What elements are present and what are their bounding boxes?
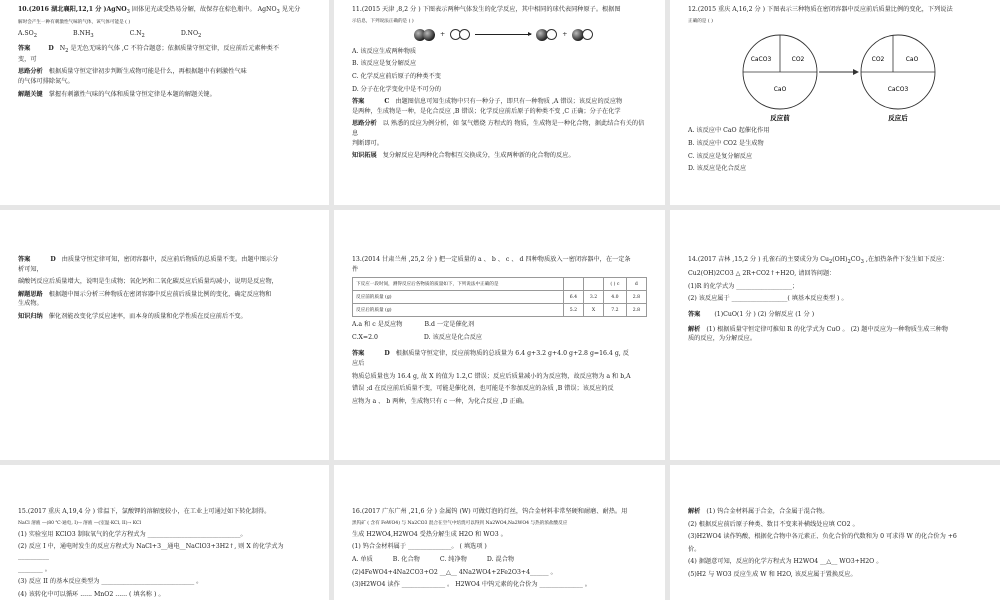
reaction-arrow-icon bbox=[475, 34, 531, 35]
analysis-line-1: 解析 (1) 钨合金材料属于合金，合金属于混合物。 bbox=[688, 508, 829, 515]
molecule-reaction-diagram bbox=[414, 29, 647, 41]
answer-line-4: 错误 ;d 在反应前后质量不变，可能是催化剂，也可能是不参加反应的杂质 ,B 错误；该反应的反 bbox=[352, 385, 614, 393]
pie-before-cao-label: CaO bbox=[773, 85, 787, 93]
option-c: C.X=2.0 bbox=[352, 333, 378, 341]
q12-option-b: B. 该反应中 CO2 是生成物 bbox=[688, 139, 764, 147]
q15-flow: NaCl 溶液 —(80 ℃·通电, I)→ 溶液 —(室温·KCl, II)→ KCl bbox=[18, 520, 142, 526]
answer-block: 答案 D 根据质量守恒定律，反应前物质的总质量为 6.4 g+3.2 g+4.0 g+2.8 g=16.4 g, 反 应后 bbox=[352, 350, 629, 368]
option-a: A.a 和 c 是反应物 bbox=[352, 321, 403, 329]
answer-line-5: 应物为 a 、 b 两种，生成物只有 c 一种，为化合反应 ,D 正确。 bbox=[352, 397, 529, 405]
pie-after-cao-label: CaO bbox=[905, 55, 919, 63]
idea-label: 思路分析 bbox=[18, 68, 43, 76]
q16-part-3: (3)H2WO4 读作 ______________ 。 H2WO4 中钨元素的化合价为 ______________ 。 bbox=[352, 581, 591, 589]
q16-part-2: (2)4FeWO4+4Na2CO3+O2 __△__ 4Na2WO4+2Fe2O3+4______ 。 bbox=[352, 568, 557, 576]
table-row: 反应后的质量 (g) 5.2 X 7.2 2.8 bbox=[353, 304, 647, 317]
page-panel-q10 bbox=[0, 0, 329, 205]
option-b: B.d 一定是催化剂 bbox=[424, 321, 475, 329]
answer-letter: D bbox=[384, 350, 390, 358]
answer-block: 答案 D $N_2$ 是无色无味的气体 ,C 不符合题意；依据质量守恒定律，反应前后元素种类不 变，可 bbox=[18, 44, 280, 63]
analysis-block: 解析 (1) 根据质量守恒定律可推知 R 的化学式为 CuO 。 (2) 题中反应为一种物质生成三种物 质的反应，为分解反应。 bbox=[688, 325, 948, 343]
answer-label: 答案 bbox=[352, 350, 365, 358]
option-d: D. 混合物 bbox=[486, 555, 515, 563]
q11-subtext: 示信息，下列说法正确的是 ( ) bbox=[352, 18, 414, 24]
q12-option-a: A. 该反应中 CaO 起催化作用 bbox=[688, 127, 770, 135]
idea-block: 思路分析 根据质量守恒定律初步判断生成物可能是什么，再根据题中有刺激性气味 的气体可排除氮气。 bbox=[18, 68, 247, 86]
option-c: $C.N_2$ bbox=[129, 30, 145, 40]
answer-label: 答案 bbox=[18, 256, 31, 263]
q15-part-4: (4) 该转化中可以循环 ...... MnO2 ...... ( 填名称 ) 。 bbox=[18, 590, 165, 598]
q12-option-c: C. 该反应是复分解反应 bbox=[688, 152, 753, 160]
answer-label: 答案 bbox=[18, 44, 31, 52]
table-row: 反应前的质量 (g) 6.4 3.2 4.0 2.8 bbox=[353, 291, 647, 304]
q12-subtext: 正确的是 ( ) bbox=[688, 18, 713, 24]
answer-block: 答案 D 由质量守恒定律可知，密闭容器中，反应前后物质的总质量不变。由题中图示分 析可知， bbox=[18, 256, 279, 273]
q14-equation: Cu2(OH)2CO3 △ 2R+CO2↑+H2O, 请回答问题： bbox=[688, 270, 836, 278]
option-c: C. 纯净物 bbox=[439, 555, 467, 563]
q12-header: 12.(2015 重庆 A,16,2 分 ) 下图表示三种物质在密闭容器中反应前后质量比例的变化，下列说法 bbox=[688, 6, 953, 13]
q10-header: 10.(2016 湖北襄阳,12,1 分 )AgNO$_3$ 固体见光或受热易分解，故保存在棕色瓶中。 AgNO$_3$ 见光分 bbox=[18, 6, 301, 16]
page-panel-q15 bbox=[0, 465, 329, 600]
table-header-row: 下反应一段时间，测得反应后各物质的质量如下，下列说法中正确的是 ( ) c d bbox=[353, 278, 647, 291]
q11-option-b: B. 该反应是复分解反应 bbox=[352, 60, 417, 68]
idea-block: 思路分析 以 熟悉的反应为例分析，如 氢气燃烧 方程式的 物质，生成物是一种化合物，据此结合有关的信息 判断即可。 bbox=[352, 120, 645, 147]
pie-before-after-diagram bbox=[688, 28, 982, 123]
q13-options-row-2 bbox=[352, 333, 647, 343]
page-panel-q16 bbox=[334, 465, 665, 600]
analysis-label: 解析 bbox=[688, 325, 701, 333]
page-panel-q16-analysis bbox=[670, 465, 1000, 600]
molecule-dark-pair-icon bbox=[414, 29, 435, 41]
pie-after-caco3-label: CaCO3 bbox=[887, 85, 909, 93]
pie-before-caco3-label: CaCO3 bbox=[750, 55, 772, 63]
answer-letter: D bbox=[50, 256, 56, 263]
after-caption: 反应后 bbox=[888, 113, 908, 122]
key-label: 解题关键 bbox=[18, 90, 43, 98]
plus-sign-2: + bbox=[562, 30, 568, 38]
option-b: B. 化合物 bbox=[392, 555, 420, 563]
option-a: A. 单质 bbox=[352, 555, 373, 563]
q11-header: 11.(2015 天津 ,8,2 分 ) 下图表示两种气体发生的化学反应，其中相同的球代表同种原子。根据图 bbox=[352, 6, 621, 13]
molecule-light-pair-icon bbox=[450, 29, 470, 40]
plus-sign: + bbox=[440, 30, 446, 38]
analysis-line-5: (5)H2 与 WO3 反应生成 W 和 H2O, 该反应属于置换反应。 bbox=[688, 571, 857, 579]
analysis-label: 解析 bbox=[688, 508, 701, 515]
ext-label: 知识归纳 bbox=[18, 313, 43, 321]
before-caption: 反应前 bbox=[770, 113, 790, 122]
q10-subtext: 解时会产生一种有刺激性气味的气体，该气体可能是 ( ) bbox=[18, 20, 131, 26]
q16-part-1: (1) 钨合金材料属于 ______________。 ( 填选项 ) bbox=[352, 543, 487, 551]
analysis-line-2: (2) 根据反应前后原子种类、数目不变来补横线处应填 CO2 。 bbox=[688, 520, 859, 528]
analysis-line-3b: 价。 bbox=[688, 545, 701, 553]
idea-label: 思路分析 bbox=[352, 120, 377, 128]
q11-option-a: A. 该反应生成两种物质 bbox=[352, 47, 417, 55]
q12-option-d: D. 该反应是化合反应 bbox=[688, 165, 747, 173]
pie-before-co2-label: CO2 bbox=[791, 55, 805, 63]
q16-options bbox=[352, 555, 647, 565]
page-panel-q12 bbox=[670, 0, 1000, 205]
q16-subtext-2: 生成 H2WO4,H2WO4 受热分解生成 H2O 和 WO3 。 bbox=[352, 530, 507, 538]
key-block: 解题关键 掌握有刺激性气味的气体和质量守恒定律是本题的解题关键。 bbox=[18, 90, 216, 98]
idea-block: 解题思路 根据题中图示分析三种物质在密闭容器中反应前后质量比例的变化，确定反应物和 生成物。 bbox=[18, 290, 272, 308]
page-panel-q14 bbox=[670, 210, 1000, 460]
answer-letter: C bbox=[384, 98, 390, 106]
q14-header: 14.(2017 吉林 ,15,2 分 ) 孔雀石的主要成分为 $Cu_2(OH)_2CO_3$ ,在加热条件下发生如下反应： bbox=[688, 256, 949, 266]
ext-block: 知识归纳 催化剂能改变化学反应速率，而本身的质量和化学性质在反应前后不变。 bbox=[18, 313, 247, 321]
answer-label: 答案 bbox=[688, 311, 701, 319]
q15-header: 15.(2017 重庆 A,19,4 分 ) 常温下，氯酸钾的溶解度较小，在工业上可通过如下转化制得。 bbox=[18, 508, 271, 515]
q11-option-c: C. 化学反应前后原子的种类不变 bbox=[352, 72, 441, 80]
q15-part-3: (3) 反应 II 的基本反应类型为 ______________________________ 。 bbox=[18, 578, 203, 586]
answer-block: 答案 C 由题图信息可知生成物中只有一种分子，即只有一种物质 ,A 错误；该反应的反应物 是两种，生成物是一种，是化合反应 ,B 错误；化学反应前后原子的种类不变 ,C 正确；分子在化学 bbox=[352, 98, 623, 115]
page-panel-q11 bbox=[334, 0, 665, 205]
option-d: D. 该反应是化合反应 bbox=[423, 333, 483, 341]
answer-line-3: 碳酸钙反应后质量增大，说明是生成物；氧化钙和二氧化碳反应后质量均减小，说明是反应物， bbox=[18, 278, 278, 286]
q15-part-1: (1) 实验室用 KClO3 制取氧气的化学方程式为 ______________________________。 bbox=[18, 530, 247, 538]
ext-block: 知识拓展 复分解反应是两种化合物相互交换成分，生成两种新的化合物的反应。 bbox=[352, 152, 575, 160]
answer-label: 答案 bbox=[352, 98, 365, 106]
analysis-line-4: (4) 据题意可知，反应的化学方程式为 H2WO4 __△__ WO3+H2O 。 bbox=[688, 558, 883, 566]
option-d: $D.NO_2$ bbox=[180, 30, 202, 40]
idea-label: 解题思路 bbox=[18, 290, 43, 298]
analysis-line-3: (3)H2WO4 读作钨酸，根据化合物中各元素正、负化合价的代数和为 0 可求得 W 的化合价为 +6 bbox=[688, 533, 957, 541]
pie-after-co2-label: CO2 bbox=[871, 55, 885, 63]
q13-header: 13.(2014 甘肃兰州 ,25,2 分 ) 把一定质量的 a 、 b 、 c 、 d 四种物质放入一密闭容器中，在一定条 bbox=[352, 256, 631, 263]
q15-part-2b: ________ 。 bbox=[18, 565, 51, 573]
answer-letter: D bbox=[48, 44, 54, 52]
q11-option-d: D. 分子在化学变化中是不可分的 bbox=[352, 85, 442, 93]
q14-part-2: (2) 该反应属于 __________________( 填基本反应类型 ) 。 bbox=[688, 295, 848, 303]
option-a: $A.SO_2$ bbox=[18, 30, 38, 40]
page-panel-q12-answer bbox=[0, 210, 329, 460]
molecule-mixed-icon-2 bbox=[572, 29, 593, 41]
q16-header: 16.(2017 广东广州 ,21,6 分 ) 金属钨 (W) 可做灯泡的灯丝，钨合金材料非常坚硬和耐磨、耐热。用 bbox=[352, 508, 628, 515]
page-panel-q13 bbox=[334, 210, 665, 460]
q16-subtext: 黑钨矿 ( 含有 FeWO4) 与 Na2CO3 混合在空气中焙烧可以得到 Na2WO4,Na2WO4 与热的浓盐酸反应 bbox=[352, 520, 568, 526]
answer-line-3: 物质总质量也为 16.4 g, 故 X 的值为 1.2,C 错误；反应后质量减小的为反应物，故反应物为 a 和 b,A bbox=[352, 372, 631, 380]
answer-block: 答案 (1)CuO(1 分 ) (2) 分解反应 (1 分 ) bbox=[688, 311, 815, 319]
q10-options bbox=[18, 29, 311, 40]
option-b: $B.NH_3$ bbox=[73, 30, 94, 40]
q13-subtext: 件 bbox=[352, 265, 359, 273]
q14-part-1: (1)R 的化学式为 __________________； bbox=[688, 282, 799, 290]
molecule-mixed-icon bbox=[536, 29, 557, 41]
q13-options-row-1 bbox=[352, 320, 647, 330]
ext-label: 知识拓展 bbox=[352, 152, 377, 160]
q15-part-2: (2) 反应 I 中，通电时发生的反应方程式为 NaCl+3__通电__NaClO3+3H2↑, 则 X 的化学式为 __________ bbox=[18, 543, 284, 560]
mass-table bbox=[352, 277, 647, 317]
